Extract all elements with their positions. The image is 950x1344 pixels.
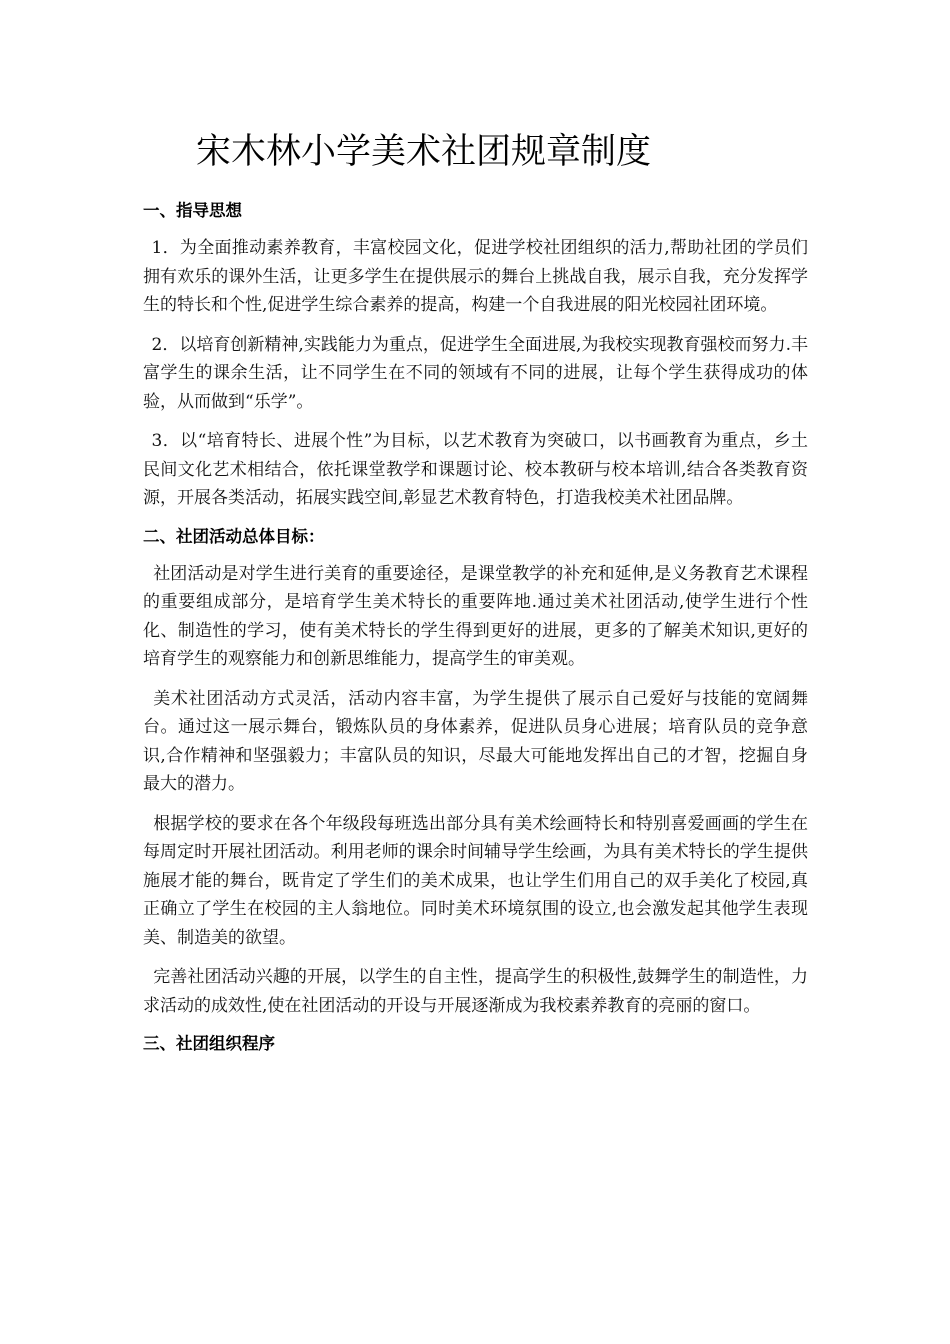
paragraph: 1．为全面推动素养教育，丰富校园文化，促进学校社团组织的活力,帮助社团的学员们拥有欢乐的课外生活，让更多学生在提供展示的舞台上挑战自我，展示自我，充分发挥学生的特长和个性,促进学生综合素养的提高，构建一个自我进展的阳光校园社团环境。	[143, 238, 808, 315]
paragraph: 完善社团活动兴趣的开展，以学生的自主性，提高学生的积极性,鼓舞学生的制造性，力求活动的成效性,使在社团活动的开设与开展逐渐成为我校素养教育的亮丽的窗口。	[143, 967, 808, 1016]
paragraph: 3．以“培育特长、进展个性”为目标，以艺术教育为突破口，以书画教育为重点，乡土民间文化艺术相结合，依托课堂教学和课题讨论、校本教研与校本培训,结合各类教育资源，开展各类活动，拓展实践空间,彰显艺术教育特色，打造我校美术社团品牌。	[143, 431, 808, 508]
section-heading-overall-goals: 二、社团活动总体目标：	[143, 526, 325, 546]
document-body	[143, 198, 808, 1067]
page-title: 宋木林小学美术社团规章制度	[196, 132, 652, 172]
section-heading-organization-procedure: 三、社团组织程序	[143, 1034, 275, 1053]
paragraph: 根据学校的要求在各个年级段每班选出部分具有美术绘画特长和特别喜爱画画的学生在每周定时开展社团活动。利用老师的课余时间辅导学生绘画，为具有美术特长的学生提供施展才能的舞台，既肯定了学生们的美术成果，也让学生们用自己的双手美化了校园,真正确立了学生在校园的主人翁地位。同时美术环境氛围的设立,也会激发起其他学生表现美、制造美的欲望。	[143, 813, 808, 948]
paragraph: 2．以培育创新精神,实践能力为重点，促进学生全面进展,为我校实现教育强校而努力.丰富学生的课余生活，让不同学生在不同的领域有不同的进展，让每个学生获得成功的体验，从而做到“乐学”。	[143, 334, 808, 412]
paragraph: 社团活动是对学生进行美育的重要途径，是课堂教学的补充和延伸,是义务教育艺术课程的重要组成部分，是培育学生美术特长的重要阵地.通过美术社团活动,使学生进行个性化、制造性的学习，使有美术特长的学生得到更好的进展，更多的了解美术知识,更好的培育学生的观察能力和创新思维能力，提高学生的审美观。	[143, 563, 808, 669]
section-heading-guiding-thought: 一、指导思想	[143, 201, 242, 220]
paragraph: 美术社团活动方式灵活，活动内容丰富，为学生提供了展示自己爱好与技能的宽阔舞台。通过这一展示舞台，锻炼队员的身体素养，促进队员身心进展；培育队员的竞争意识,合作精神和坚强毅力；丰富队员的知识，尽最大可能地发挥出自己的才智，挖掘自身最大的潜力。	[143, 688, 808, 794]
